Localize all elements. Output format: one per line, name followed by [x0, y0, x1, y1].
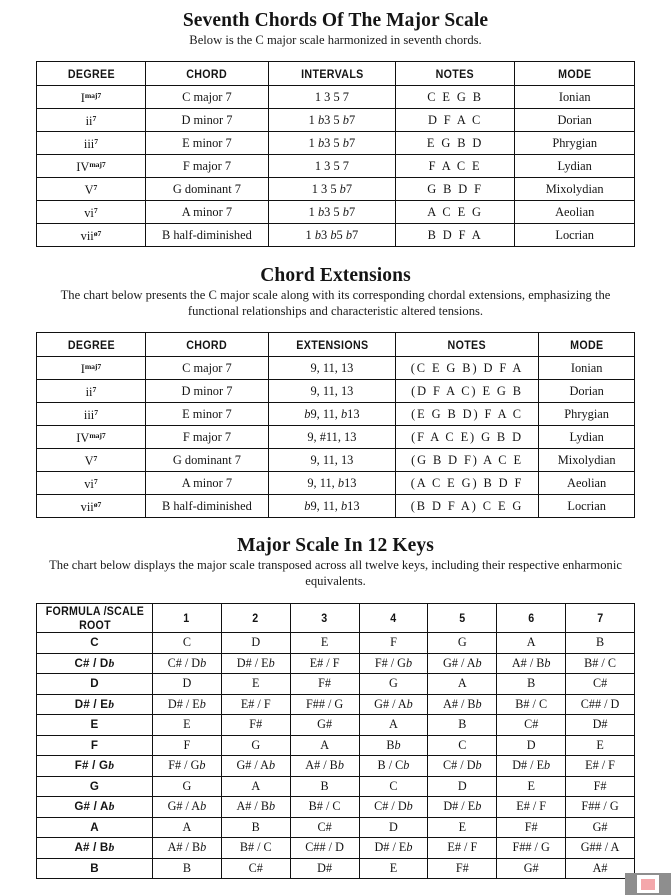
cell-degree-6: A# / Bb [497, 653, 566, 674]
column-header-mode: MODE [523, 62, 626, 86]
major-scale-12-keys-body [37, 633, 635, 879]
table-row [37, 132, 635, 155]
column-header-degree: DEGREE [44, 333, 138, 357]
cell-scale-root: F# / Gb [37, 756, 153, 777]
table-header-row [37, 333, 635, 357]
table-row [37, 380, 635, 403]
cell-degree-2: F# [221, 715, 290, 736]
cell-degree-2: E# / F [221, 694, 290, 715]
cell-degree-5: C# / Db [428, 756, 497, 777]
cell-intervals: 1 b3 5 b7 [269, 109, 396, 132]
cell-degree-1: C# / Db [152, 653, 221, 674]
cell-notes: D F A C [395, 109, 515, 132]
table-header-row [37, 604, 635, 633]
column-header-degree-4: 4 [364, 604, 423, 633]
cell-degree-3: A [290, 735, 359, 756]
cell-degree-1: A [152, 817, 221, 838]
cell-degree-3: C# [290, 817, 359, 838]
cell-intervals: 1 3 5 7 [269, 86, 396, 109]
cell-degree-4: C# / Db [359, 797, 428, 818]
column-header-degree: DEGREE [44, 62, 138, 86]
cell-notes: (E G B D) F A C [395, 403, 539, 426]
cell-degree: $ii^7$ [37, 380, 146, 403]
cell-degree-6: B# / C [497, 694, 566, 715]
cell-degree-3: D# [290, 858, 359, 879]
cell-intervals: 1 3 5 b7 [269, 178, 396, 201]
column-header-chord: CHORD [154, 333, 260, 357]
cell-degree-5: E [428, 817, 497, 838]
cell-chord: C major 7 [145, 357, 268, 380]
cell-scale-root: D [37, 674, 153, 695]
cell-degree-7: E [566, 735, 635, 756]
page-title-seventh-chords: Seventh Chords Of The Major Scale [182, 10, 489, 31]
table-row [37, 735, 635, 756]
cell-degree-6: C# [497, 715, 566, 736]
cell-mode: Locrian [539, 495, 635, 518]
chord-extensions-body [37, 357, 635, 518]
cell-chord: B half-diminished [145, 495, 268, 518]
cell-degree-2: A# / Bb [221, 797, 290, 818]
cell-degree-3: B [290, 776, 359, 797]
cell-chord: D minor 7 [145, 109, 268, 132]
table-row [37, 633, 635, 654]
cell-degree-4: E [359, 858, 428, 879]
cell-degree-4: C [359, 776, 428, 797]
cell-chord: F major 7 [145, 155, 268, 178]
seventh-chords-table [36, 61, 635, 247]
cell-degree-4: Bb [359, 735, 428, 756]
cell-degree-6: E# / F [497, 797, 566, 818]
cell-degree-7: F# [566, 776, 635, 797]
cell-degree-2: B# / C [221, 838, 290, 859]
cell-degree-4: G# / Ab [359, 694, 428, 715]
cell-degree: $ii^7$ [37, 109, 146, 132]
cell-degree-2: D [221, 633, 290, 654]
cell-degree-7: G## / A [566, 838, 635, 859]
cell-mode: Aeolian [539, 472, 635, 495]
cell-scale-root: G [37, 776, 153, 797]
cell-extensions: 9, #11, 13 [269, 426, 396, 449]
cell-mode: Lydian [539, 426, 635, 449]
cell-chord: G dominant 7 [145, 449, 268, 472]
corner-indicator-widget[interactable] [625, 873, 671, 895]
cell-mode: Dorian [515, 109, 635, 132]
column-header-intervals: INTERVALS [277, 62, 386, 86]
cell-degree-3: A# / Bb [290, 756, 359, 777]
cell-degree: $I^{maj7}$ [37, 357, 146, 380]
cell-mode: Mixolydian [539, 449, 635, 472]
cell-extensions: b9, 11, b13 [269, 495, 396, 518]
cell-degree-4: A [359, 715, 428, 736]
cell-degree: vii$^{ø7}$ [37, 224, 146, 247]
cell-degree-7: G# [566, 817, 635, 838]
column-header-extensions: EXTENSIONS [277, 333, 386, 357]
cell-notes: (G B D F) A C E [395, 449, 539, 472]
table-row [37, 776, 635, 797]
cell-degree-2: G# / Ab [221, 756, 290, 777]
cell-degree-6: G# [497, 858, 566, 879]
cell-degree-7: B# / C [566, 653, 635, 674]
cell-notes: B D F A [395, 224, 515, 247]
table-row [37, 858, 635, 879]
cell-degree-5: G [428, 633, 497, 654]
cell-notes: C E G B [395, 86, 515, 109]
cell-degree-3: F# [290, 674, 359, 695]
cell-notes: (B D F A) C E G [395, 495, 539, 518]
table-row [37, 674, 635, 695]
cell-degree-6: F# [497, 817, 566, 838]
cell-mode: Phrygian [515, 132, 635, 155]
cell-degree: $I^{maj7}$ [37, 86, 146, 109]
cell-chord: A minor 7 [145, 201, 268, 224]
page-title-major-scale-12-keys: Major Scale In 12 Keys [237, 535, 434, 557]
cell-intervals: 1 b3 5 b7 [269, 201, 396, 224]
cell-degree-1: E [152, 715, 221, 736]
corner-indicator-dot [641, 879, 655, 890]
intro-text-major-scale-12-keys: The chart below displays the major scale transposed across all twelve keys, including their respective enharmonic equivalents. [49, 558, 622, 589]
cell-degree: $V^7$ [37, 178, 146, 201]
column-header-notes: NOTES [404, 62, 507, 86]
cell-degree-6: D [497, 735, 566, 756]
column-header-formula-scale-root: FORMULA /SCALE ROOT [42, 604, 146, 633]
cell-extensions: 9, 11, 13 [269, 449, 396, 472]
cell-scale-root: F [37, 735, 153, 756]
table-row [37, 797, 635, 818]
cell-degree-1: D# / Eb [152, 694, 221, 715]
table-row [37, 472, 635, 495]
corner-indicator-inner [637, 875, 659, 893]
cell-degree-7: E# / F [566, 756, 635, 777]
cell-degree-3: E [290, 633, 359, 654]
column-header-chord: CHORD [154, 62, 260, 86]
table-row [37, 224, 635, 247]
cell-notes: (C E G B) D F A [395, 357, 539, 380]
page-title-chord-extensions: Chord Extensions [260, 265, 411, 286]
cell-degree-3: F## / G [290, 694, 359, 715]
cell-degree-2: A [221, 776, 290, 797]
cell-mode: Phrygian [539, 403, 635, 426]
cell-degree-5: E# / F [428, 838, 497, 859]
cell-extensions: 9, 11, 13 [269, 380, 396, 403]
cell-intervals: 1 b3 5 b7 [269, 132, 396, 155]
cell-degree: $vi^7$ [37, 201, 146, 224]
cell-mode: Ionian [539, 357, 635, 380]
table-row [37, 357, 635, 380]
cell-scale-root: C# / Db [37, 653, 153, 674]
cell-mode: Ionian [515, 86, 635, 109]
column-header-degree-3: 3 [295, 604, 354, 633]
column-header-notes: NOTES [405, 333, 528, 357]
cell-degree-4: D [359, 817, 428, 838]
cell-degree-1: G# / Ab [152, 797, 221, 818]
table-row [37, 109, 635, 132]
cell-degree-4: G [359, 674, 428, 695]
intro-text-seventh-chords: Below is the C major scale harmonized in seventh chords. [189, 33, 482, 47]
cell-degree-7: D# [566, 715, 635, 736]
cell-degree-4: F [359, 633, 428, 654]
cell-degree-2: G [221, 735, 290, 756]
cell-intervals: 1 3 5 7 [269, 155, 396, 178]
cell-degree-3: C## / D [290, 838, 359, 859]
cell-degree-3: G# [290, 715, 359, 736]
cell-degree-2: C# [221, 858, 290, 879]
column-header-degree-6: 6 [502, 604, 561, 633]
cell-degree-7: A# [566, 858, 635, 879]
cell-extensions: 9, 11, b13 [269, 472, 396, 495]
cell-chord: E minor 7 [145, 403, 268, 426]
cell-notes: (D F A C) E G B [395, 380, 539, 403]
cell-chord: G dominant 7 [145, 178, 268, 201]
cell-scale-root: D# / Eb [37, 694, 153, 715]
cell-degree-5: D# / Eb [428, 797, 497, 818]
cell-notes: G B D F [395, 178, 515, 201]
table-row [37, 495, 635, 518]
cell-degree: $IV^{maj7}$ [37, 426, 146, 449]
cell-degree-7: F## / G [566, 797, 635, 818]
cell-chord: D minor 7 [145, 380, 268, 403]
cell-degree-7: C# [566, 674, 635, 695]
cell-scale-root: G# / Ab [37, 797, 153, 818]
column-header-mode: MODE [545, 333, 627, 357]
table-row [37, 155, 635, 178]
cell-notes: (F A C E) G B D [395, 426, 539, 449]
cell-chord: B half-diminished [145, 224, 268, 247]
table-row [37, 817, 635, 838]
cell-degree-6: A [497, 633, 566, 654]
seventh-chords-body [37, 86, 635, 247]
cell-scale-root: C [37, 633, 153, 654]
cell-degree-6: D# / Eb [497, 756, 566, 777]
table-row [37, 653, 635, 674]
cell-scale-root: A [37, 817, 153, 838]
column-header-degree-5: 5 [433, 604, 492, 633]
cell-mode: Mixolydian [515, 178, 635, 201]
cell-degree-1: F# / Gb [152, 756, 221, 777]
cell-degree-4: F# / Gb [359, 653, 428, 674]
cell-notes: A C E G [395, 201, 515, 224]
column-header-degree-7: 7 [570, 604, 629, 633]
cell-degree-1: C [152, 633, 221, 654]
cell-notes: (A C E G) B D F [395, 472, 539, 495]
cell-degree-2: E [221, 674, 290, 695]
cell-scale-root: E [37, 715, 153, 736]
cell-chord: E minor 7 [145, 132, 268, 155]
table-row [37, 715, 635, 736]
cell-scale-root: B [37, 858, 153, 879]
major-scale-12-keys-table [36, 603, 635, 879]
cell-degree-5: C [428, 735, 497, 756]
cell-degree: iii$^7$ [37, 403, 146, 426]
cell-mode: Dorian [539, 380, 635, 403]
cell-degree-6: F## / G [497, 838, 566, 859]
cell-degree-1: F [152, 735, 221, 756]
cell-scale-root: A# / Bb [37, 838, 153, 859]
cell-degree-5: A# / Bb [428, 694, 497, 715]
cell-degree-5: G# / Ab [428, 653, 497, 674]
cell-degree: $V^7$ [37, 449, 146, 472]
cell-degree-1: B [152, 858, 221, 879]
table-row [37, 86, 635, 109]
cell-extensions: 9, 11, 13 [269, 357, 396, 380]
cell-degree-2: B [221, 817, 290, 838]
cell-degree-2: D# / Eb [221, 653, 290, 674]
cell-degree-6: B [497, 674, 566, 695]
cell-notes: F A C E [395, 155, 515, 178]
cell-chord: C major 7 [145, 86, 268, 109]
intro-text-chord-extensions: The chart below presents the C major scale along with its corresponding chordal extensions, emphasizing the functional relationships and characteristic altered tensions. [60, 288, 611, 319]
cell-mode: Lydian [515, 155, 635, 178]
cell-degree: iii$^7$ [37, 132, 146, 155]
cell-degree-6: E [497, 776, 566, 797]
cell-degree-3: E# / F [290, 653, 359, 674]
table-row [37, 426, 635, 449]
cell-chord: F major 7 [145, 426, 268, 449]
table-row [37, 838, 635, 859]
chord-extensions-table [36, 332, 635, 518]
cell-degree-5: A [428, 674, 497, 695]
cell-degree: $vi^7$ [37, 472, 146, 495]
cell-degree-7: C## / D [566, 694, 635, 715]
table-row [37, 201, 635, 224]
cell-mode: Locrian [515, 224, 635, 247]
cell-degree-1: D [152, 674, 221, 695]
cell-degree-4: B / Cb [359, 756, 428, 777]
table-row [37, 756, 635, 777]
cell-chord: A minor 7 [145, 472, 268, 495]
column-header-degree-2: 2 [226, 604, 285, 633]
cell-degree: vii$^{ø7}$ [37, 495, 146, 518]
cell-degree-1: A# / Bb [152, 838, 221, 859]
cell-degree-5: F# [428, 858, 497, 879]
cell-degree-4: D# / Eb [359, 838, 428, 859]
table-row [37, 694, 635, 715]
cell-extensions: b9, 11, b13 [269, 403, 396, 426]
table-header-row [37, 62, 635, 86]
table-row [37, 178, 635, 201]
cell-intervals: 1 b3 b5 b7 [269, 224, 396, 247]
cell-degree-7: B [566, 633, 635, 654]
cell-degree-5: B [428, 715, 497, 736]
table-row [37, 449, 635, 472]
cell-degree-5: D [428, 776, 497, 797]
cell-degree: $IV^{maj7}$ [37, 155, 146, 178]
cell-degree-1: G [152, 776, 221, 797]
cell-notes: E G B D [395, 132, 515, 155]
cell-mode: Aeolian [515, 201, 635, 224]
cell-degree-3: B# / C [290, 797, 359, 818]
column-header-degree-1: 1 [157, 604, 216, 633]
table-row [37, 403, 635, 426]
